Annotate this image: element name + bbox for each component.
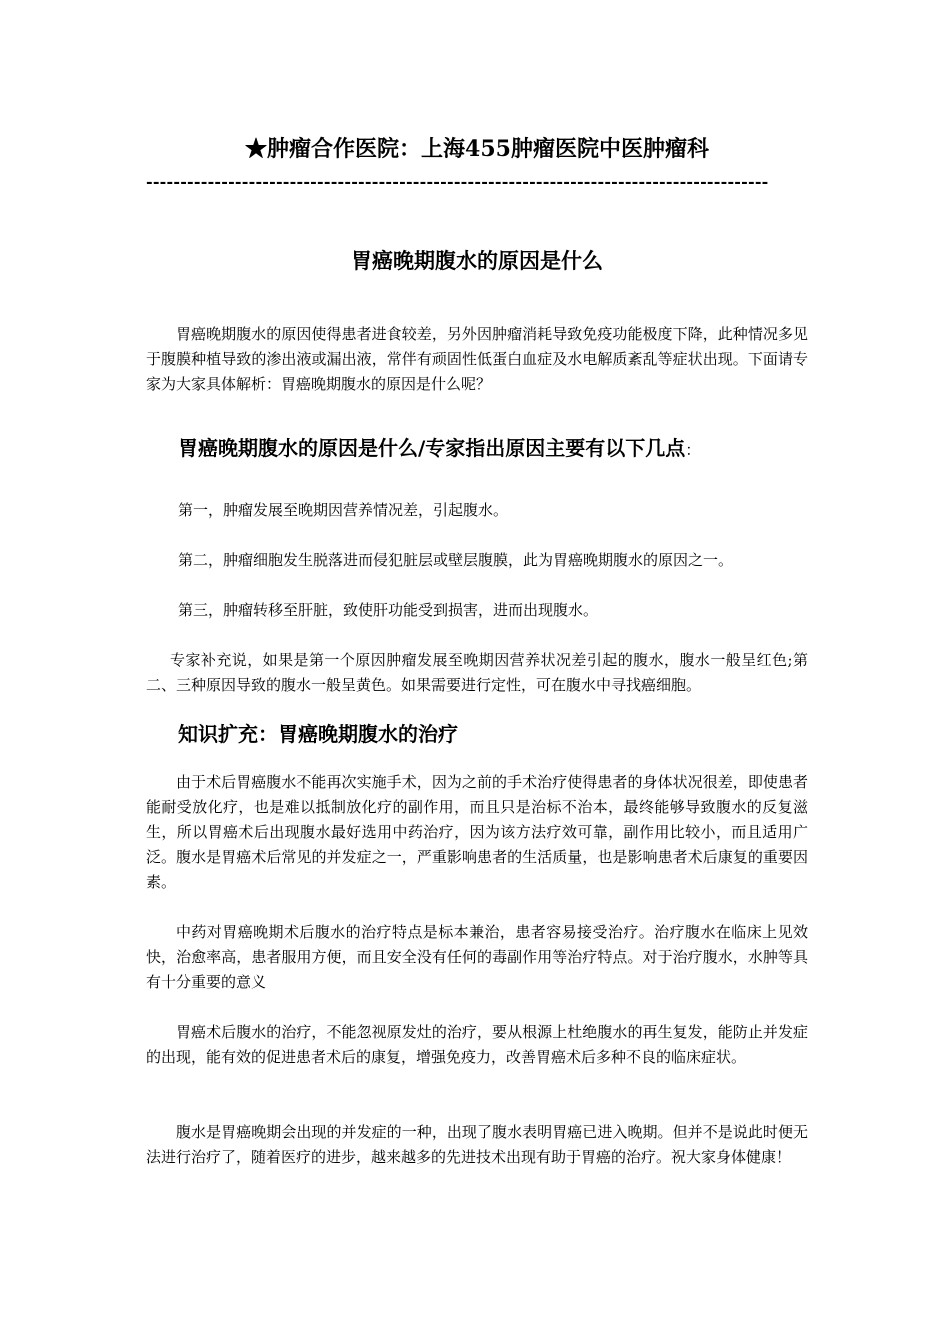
- treatment-paragraph-3: 胃癌术后腹水的治疗，不能忽视原发灶的治疗，要从根源上杜绝腹水的再生复发，能防止并发症的出现，能有效的促进患者术后的康复，增强免疫力，改善胃癌术后多种不良的临床症状。: [146, 1023, 808, 1066]
- cause-point-2: 第二，肿瘤细胞发生脱落进而侵犯脏层或壁层腹膜，此为胃癌晚期腹水的原因之一。: [178, 551, 734, 569]
- section-heading-causes-colon: ：: [685, 441, 701, 459]
- section-heading-causes-text: 胃癌晚期腹水的原因是什么/专家指出原因主要有以下几点: [178, 436, 686, 460]
- expert-note-paragraph: 专家补充说，如果是第一个原因肿瘤发展至晚期因营养状况差引起的腹水，腹水一般呈红色;第二、三种原因导致的腹水一般呈黄色。如果需要进行定性，可在腹水中寻找癌细胞。: [146, 651, 808, 694]
- treatment-paragraph-1: 由于术后胃癌腹水不能再次实施手术，因为之前的手术治疗使得患者的身体状况很差，即使患者能耐受放化疗，也是难以抵制放化疗的副作用，而且只是治标不治本，最终能够导致腹水的反复滋生，所以胃癌术后出现腹水最好选用中药治疗，因为该方法疗效可靠，副作用比较小，而且适用广泛。腹水是胃癌术后常见的并发症之一，严重影响患者的生活质量，也是影响患者术后康复的重要因素。: [146, 773, 808, 891]
- hospital-header-title: ★肿瘤合作医院：上海455肿瘤医院中医肿瘤科: [245, 136, 709, 162]
- article-title: 胃癌晚期腹水的原因是什么: [351, 248, 603, 273]
- cause-point-3: 第三，肿瘤转移至肝脏，致使肝功能受到损害，进而出现腹水。: [178, 601, 599, 619]
- section-heading-causes: [178, 433, 700, 465]
- treatment-paragraph-4: 腹水是胃癌晚期会出现的并发症的一种，出现了腹水表明胃癌已进入晚期。但并不是说此时便无法进行治疗了，随着医疗的进步，越来越多的先进技术出现有助于胃癌的治疗。祝大家身体健康！: [146, 1123, 808, 1166]
- treatment-paragraph-2: 中药对胃癌晚期术后腹水的治疗特点是标本兼治，患者容易接受治疗。治疗腹水在临床上见效快，治愈率高，患者服用方便，而且安全没有任何的毒副作用等治疗特点。对于治疗腹水，水肿等具有十分重要的意义: [146, 923, 808, 991]
- header-divider: -------------------------------------------------------------------------------------------: [146, 172, 769, 191]
- cause-point-1: 第一，肿瘤发展至晚期因营养情况差，引起腹水。: [178, 501, 509, 519]
- intro-paragraph: 胃癌晚期腹水的原因使得患者进食较差，另外因肿瘤消耗导致免疫功能极度下降，此种情况多见于腹膜种植导致的渗出液或漏出液，常伴有顽固性低蛋白血症及水电解质紊乱等症状出现。下面请专家为大家具体解析：胃癌晚期腹水的原因是什么呢？: [146, 325, 808, 393]
- section-heading-treatment: 知识扩充：胃癌晚期腹水的治疗: [178, 722, 458, 746]
